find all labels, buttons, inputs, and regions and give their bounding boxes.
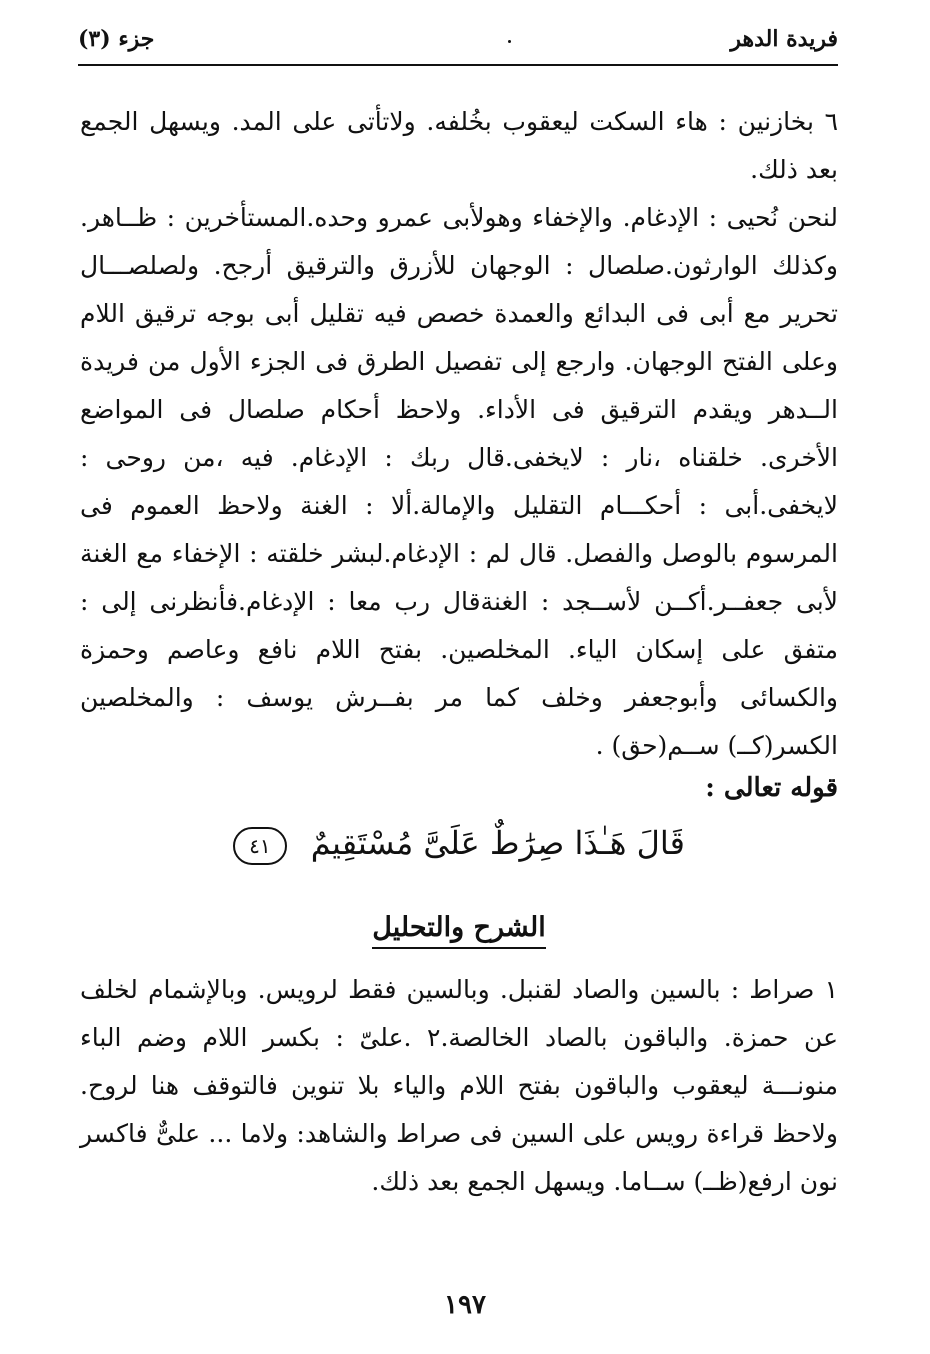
body-text <box>80 98 838 770</box>
verse-number-marker: ٤١ <box>233 827 286 865</box>
section-heading-text: الشرح والتحليل <box>372 912 545 949</box>
verse-text: قَالَ هَـٰذَا صِرَٰطٌ عَلَىَّ مُسْتَقِيمٌ <box>310 824 685 862</box>
top-note: ٦ بخازنين : هاء السكت ليعقوب بخُلفه. ولاتأتى على المد. ويسهل الجمع بعد ذلك. <box>80 107 838 184</box>
part-label: جزء (٣) <box>78 26 155 52</box>
book-title: فريدة الدهر <box>730 26 838 52</box>
quran-verse <box>80 808 838 878</box>
header-dot <box>508 40 511 43</box>
header-divider <box>78 64 838 66</box>
section-heading <box>80 912 838 943</box>
explanation-paragraph: ١ صراط : بالسين والصاد لقنبل. وبالسين فقط لرويس. وبالإشمام لخلف عن حمزة. والباقون بالصاد الخالصة.٢ .علىّ : بكسر اللام وضم الباء منونـــة ليعقوب والباقون بفتح اللام والياء بلا تنوين فالتوقف هنا لروح. ولاحظ قراءة رويس على السين فى صراط والشاهد: ولاما ... علىٌّ فاكسر نون ارفع(ظــ) ســاما. ويسهل الجمع بعد ذلك. <box>80 975 838 1196</box>
page-number: ١٩٧ <box>444 1290 486 1320</box>
section-intro: قوله تعالى : <box>705 773 838 803</box>
intro-paragraph: لنحن نُحيى : الإدغام. والإخفاء وهولأبى عمرو وحده.المستأخرين : ظــاهر. وكذلك الوارثون.صلصال : الوجهان للأزرق والترقيق أرجح. ولصلصـــال تحرير مع أبى فى البدائع والعمدة خصص فيه تقليل أبى بوجه ترقيق اللام وعلى الفتح الوجهان. وارجع إلى تفصيل الطرق فى الجزء الأول من فريدة الــدهر ويقدم الترقيق فى الأداء. ولاحظ أحكام صلصال فى المواضع الأخرى. خلقناه ،نار : لايخفى.قال ربك : الإدغام. فيه ،من روحى : لايخفى.أبى : أحكـــام التقليل والإمالة.ألا : الغنة ولاحظ العموم فى المرسوم بالوصل والفصل. قال لم : الإدغام.لبشر خلقته : الإخفاء مع الغنة لأبى جعفــر.أكــن لأســجد : الغنةقال رب معا : الإدغام.فأنظرنى إلى : متفق على إسكان الياء. المخلصين. بفتح اللام نافع وعاصم وحمزة والكسائى وأبوجعفر وخلف كما مر بفــرش يوسف : والمخلصين الكسر(كــ) ســم(حق) . <box>80 203 838 760</box>
running-header <box>78 22 838 62</box>
